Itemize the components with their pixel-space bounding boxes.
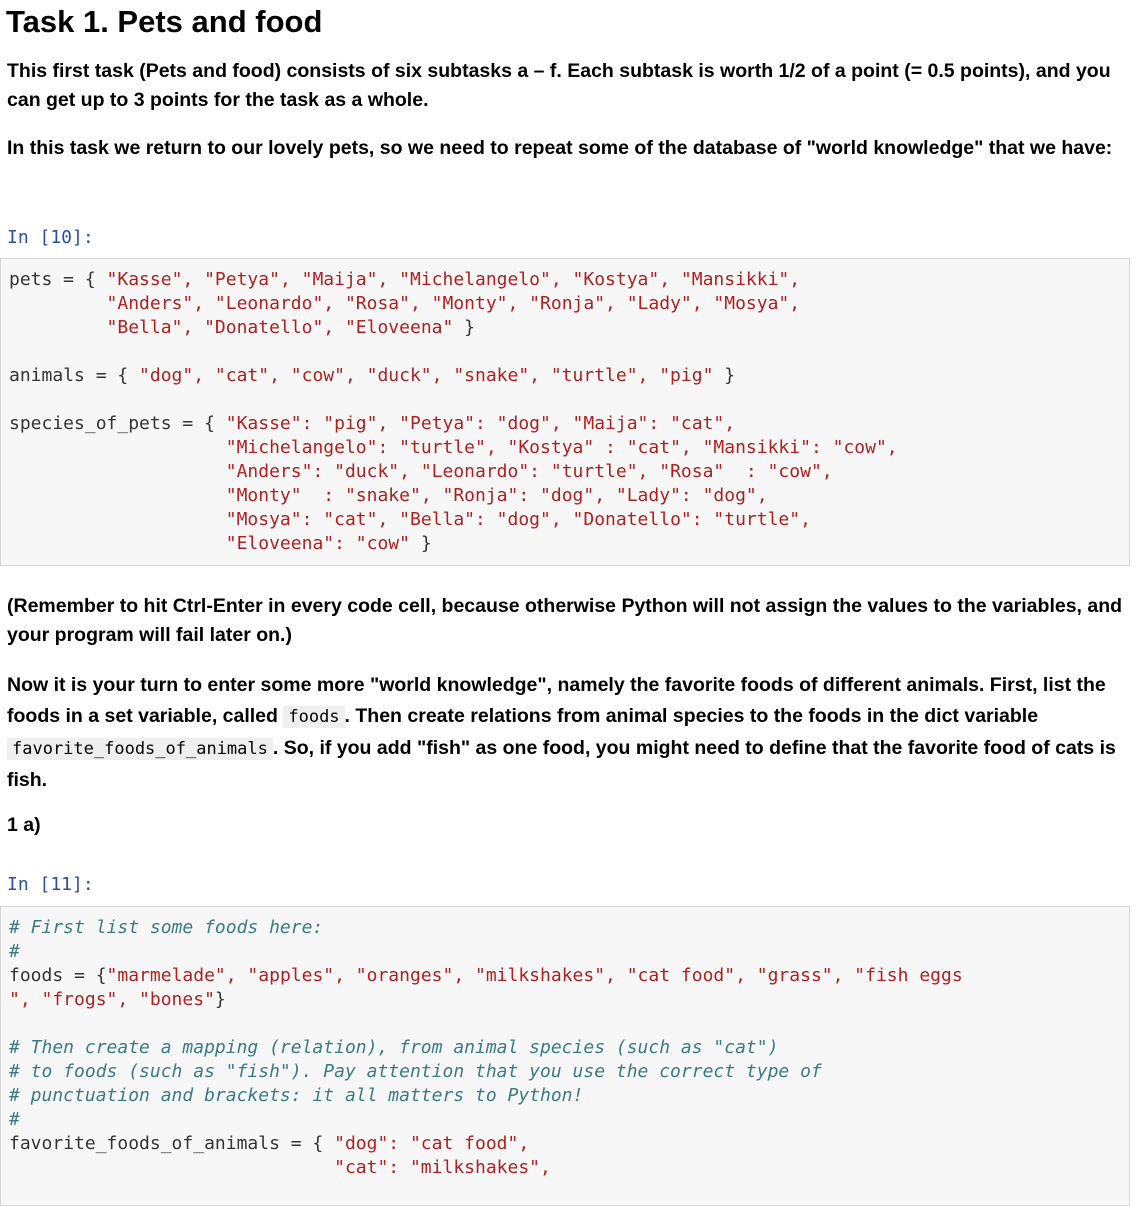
cell-prompt-10: In [10]:	[7, 227, 94, 248]
code-string: "dog", "cat", "cow", "duck", "snake", "turtle", "pig"	[139, 365, 714, 386]
inline-code-foods: foods	[283, 706, 344, 728]
code-cell-11[interactable]	[0, 906, 1130, 1206]
code-cell-10-source[interactable]	[9, 268, 898, 556]
code-string: "Mosya": "cat", "Bella": "dog", "Donatello": "turtle",	[225, 509, 811, 530]
task-title: Task 1. Pets and food	[6, 4, 323, 39]
code-text: foods = {	[9, 965, 107, 986]
code-comment: # to foods (such as "fish"). Pay attention that you use the correct type of	[9, 1061, 822, 1082]
code-comment: # First list some foods here:	[9, 917, 324, 938]
code-comment: #	[9, 941, 20, 962]
code-string: "Kasse", "Petya", "Maija", "Michelangelo", "Kostya", "Mansikki",	[106, 269, 801, 290]
code-string: "Kasse": "pig", "Petya": "dog", "Maija": "cat",	[225, 413, 736, 434]
code-text: favorite_foods_of_animals = {	[9, 1133, 335, 1154]
code-string: "marmelade", "apples", "oranges", "milkshakes", "cat food", "grass", "fish eggs	[106, 965, 963, 986]
code-string: "Anders": "duck", "Leonardo": "turtle", "Rosa" : "cow",	[225, 461, 833, 482]
code-string: "Bella", "Donatello", "Eloveena"	[106, 317, 454, 338]
code-string: "Michelangelo": "turtle", "Kostya" : "cat", "Mansikki": "cow",	[225, 437, 898, 458]
instructions-text: Now it is your turn to enter some more "world knowledge", namely the favorite foods of different animals. First, list the foods in a set variable, called	[7, 674, 1106, 727]
code-text: }	[409, 533, 432, 554]
code-text: }	[453, 317, 476, 338]
code-text: }	[713, 365, 736, 386]
remember-note: (Remember to hit Ctrl-Enter in every code cell, because otherwise Python will not assign the values to the variables, and your program will fail later on.)	[7, 595, 1123, 646]
subtask-label: 1 a)	[7, 814, 41, 836]
code-string: "Monty" : "snake", "Ronja": "dog", "Lady": "dog",	[225, 485, 768, 506]
intro-paragraph-2: In this task we return to our lovely pets, so we need to repeat some of the database of "world knowledge" that we have:	[7, 137, 1113, 159]
instructions-text: . So, if you add "fish" as one food, you might need to define that the favorite food of cats is fish.	[7, 737, 1116, 791]
code-string: ", "frogs", "bones"	[9, 989, 215, 1010]
code-cell-11-source[interactable]	[9, 916, 963, 1180]
code-comment: # punctuation and brackets: it all matters to Python!	[9, 1085, 584, 1106]
instructions-text: . Then create relations from animal species to the foods in the dict variable	[344, 705, 1039, 727]
code-comment: # Then create a mapping (relation), from animal species (such as "cat")	[9, 1037, 779, 1058]
instructions-paragraph	[7, 670, 1125, 796]
cell-prompt-11: In [11]:	[7, 874, 94, 895]
inline-code-favorite-foods: favorite_foods_of_animals	[7, 738, 273, 760]
code-cell-10[interactable]	[0, 258, 1130, 566]
intro-paragraph: This first task (Pets and food) consists of six subtasks a – f. Each subtask is worth 1/2 of a point (= 0.5 points), and you can get up to 3 points for the task as a whole.	[7, 60, 1111, 111]
code-text: animals = {	[9, 365, 140, 386]
code-comment: #	[9, 1109, 20, 1130]
code-string: "Anders", "Leonardo", "Rosa", "Monty", "Ronja", "Lady", "Mosya",	[106, 293, 801, 314]
code-text: pets = {	[9, 269, 107, 290]
code-string: "dog": "cat food",	[334, 1133, 530, 1154]
code-text: species_of_pets = {	[9, 413, 226, 434]
code-text: }	[214, 989, 226, 1010]
code-string: "Eloveena": "cow"	[225, 533, 410, 554]
code-string: "cat": "milkshakes",	[334, 1157, 551, 1178]
